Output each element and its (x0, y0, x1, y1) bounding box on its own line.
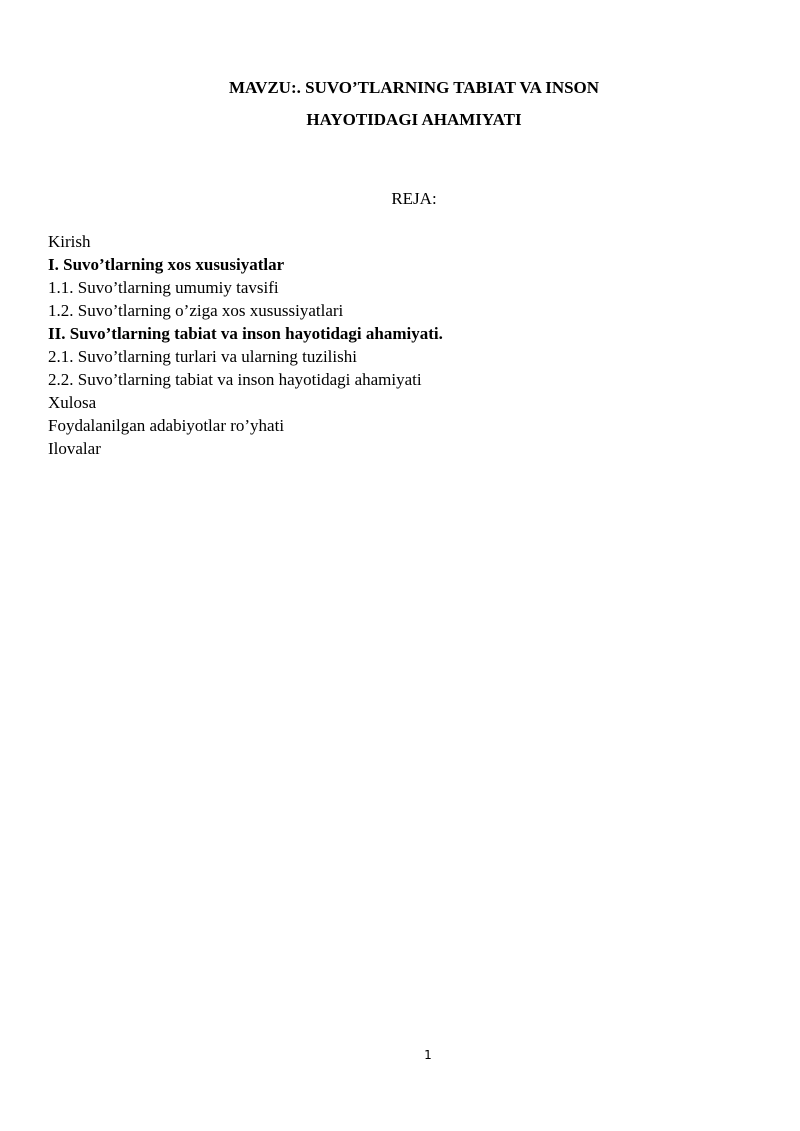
table-of-contents (48, 230, 443, 460)
toc-item-chapter-1: I. Suvo’tlarning xos xususiyatlar (48, 255, 285, 274)
page-number: 1 (424, 1048, 432, 1062)
toc-item-introduction: Kirish (48, 232, 91, 251)
toc-item-section-1-1: 1.1. Suvo’tlarning umumiy tavsifi (48, 278, 279, 297)
toc-item-section-1-2: 1.2. Suvo’tlarning o’ziga xos xusussiyatlari (48, 301, 344, 320)
toc-item-section-2-1: 2.1. Suvo’tlarning turlari va ularning tuzilishi (48, 347, 357, 366)
toc-item-references: Foydalanilgan adabiyotlar ro’yhati (48, 416, 285, 435)
toc-item-conclusion: Xulosa (48, 393, 97, 412)
toc-item-section-2-2: 2.2. Suvo’tlarning tabiat va inson hayotidagi ahamiyati (48, 370, 422, 389)
toc-item-chapter-2: II. Suvo’tlarning tabiat va inson hayotidagi ahamiyati. (48, 324, 443, 343)
plan-heading: REJA: (391, 189, 437, 208)
document-title-line-1: MAVZU:. SUVO’TLARNING TABIAT VA INSON (228, 78, 600, 97)
document-title-line-2: HAYOTIDAGI AHAMIYATI (306, 110, 522, 129)
toc-item-appendices: Ilovalar (48, 439, 101, 458)
